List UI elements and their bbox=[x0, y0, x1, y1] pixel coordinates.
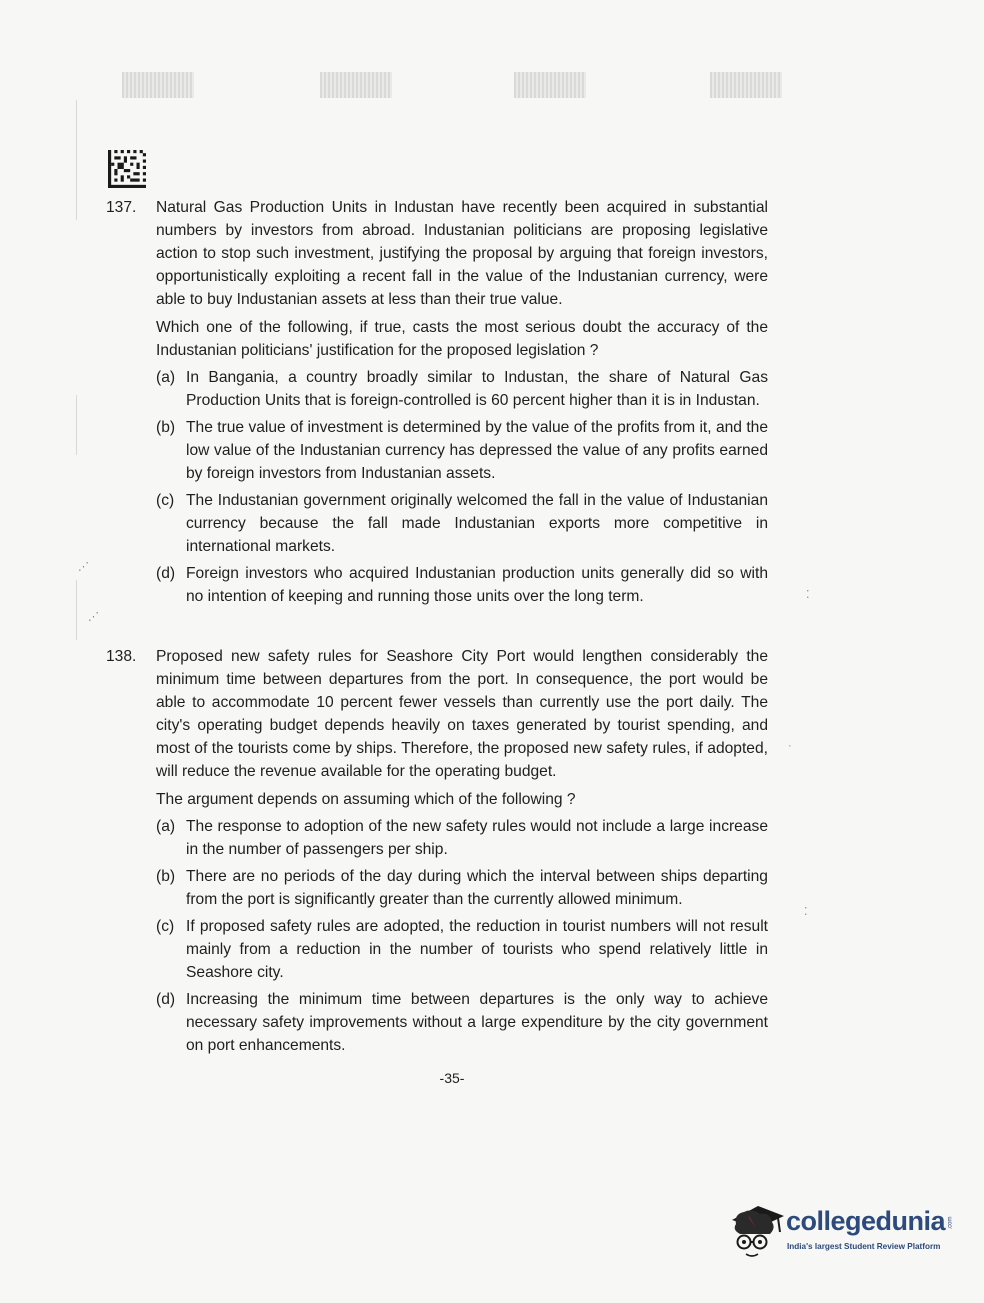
answer-option-b bbox=[156, 416, 768, 485]
scan-speck: · bbox=[788, 740, 792, 752]
logo-domain: .com bbox=[947, 1216, 954, 1230]
option-text: The true value of investment is determined by the value of the profits from it, and the low value of the Industanian currency has depressed the value of any profits earned by foreign investors from Industanian assets. bbox=[186, 419, 768, 482]
scan-speck: ⁚ bbox=[806, 589, 810, 601]
question-stem: Proposed new safety rules for Seashore City Port would lengthen considerably the minimum time between departures from the port. In consequence, the port would be able to accommodate 10 percent fewer vessels than currently use the port daily. The city's operating budget depends heavily on taxes generated by tourist spending, and most of the tourists come by ships. Therefore, the proposed new safety rules, if adopted, will reduce the revenue available for the operating budget. bbox=[156, 648, 768, 780]
qr-code bbox=[108, 150, 146, 188]
question-number: 137. bbox=[106, 199, 137, 216]
logo-wordmark: collegedunia bbox=[786, 1206, 946, 1236]
question-137 bbox=[106, 196, 768, 612]
option-text: Increasing the minimum time between departures is the only way to achieve necessary safety improvements without a large expenditure by the city government on port enhancements. bbox=[186, 991, 768, 1054]
option-letter: (d) bbox=[156, 565, 176, 582]
question-138 bbox=[106, 645, 768, 1061]
question-stem: Natural Gas Production Units in Industan have recently been acquired in substantial numbers by investors from abroad. Industanian politicians are proposing legislative action to stop such investment, justifying the proposal by arguing that foreign investors, opportunistically exploiting a recent fall in the value of the Industanian currency, were able to buy Industanian assets at less than their true value. bbox=[156, 199, 768, 308]
option-text: If proposed safety rules are adopted, the reduction in tourist numbers will not result mainly from a reduction in the number of tourists who spend relatively little in Seashore city. bbox=[186, 918, 768, 981]
option-letter: (b) bbox=[156, 868, 176, 885]
answer-option-d bbox=[156, 562, 768, 608]
scan-artifact bbox=[320, 72, 392, 98]
option-letter: (b) bbox=[156, 419, 176, 436]
question-prompt: The argument depends on assuming which of the following ? bbox=[156, 791, 576, 808]
collegedunia-logo bbox=[726, 1198, 956, 1262]
option-text: Foreign investors who acquired Industanian production units generally did so with no intention of keeping and running those units over the long term. bbox=[186, 565, 768, 605]
logo-tagline: India's largest Student Review Platform bbox=[787, 1242, 941, 1251]
mascot-icon bbox=[726, 1198, 786, 1262]
question-prompt: Which one of the following, if true, casts the most serious doubt the accuracy of the Industanian politicians' justification for the proposed legislation ? bbox=[156, 319, 768, 359]
scan-artifact bbox=[122, 72, 194, 98]
option-text: There are no periods of the day during which the interval between ships departing from the port is significantly greater than the currently allowed minimum. bbox=[186, 868, 768, 908]
option-letter: (a) bbox=[156, 818, 176, 835]
answer-option-c bbox=[156, 915, 768, 984]
scan-artifact bbox=[710, 72, 782, 98]
option-letter: (a) bbox=[156, 369, 176, 386]
answer-option-d bbox=[156, 988, 768, 1057]
option-letter: (c) bbox=[156, 918, 175, 935]
option-letter: (c) bbox=[156, 492, 175, 509]
option-text: The Industanian government originally welcomed the fall in the value of Industanian currency because the fall made Industanian exports more competitive in international markets. bbox=[186, 492, 768, 555]
answer-option-b bbox=[156, 865, 768, 911]
answer-option-a bbox=[156, 815, 768, 861]
option-text: The response to adoption of the new safety rules would not include a large increase in the number of passengers per ship. bbox=[186, 818, 768, 858]
question-number: 138. bbox=[106, 648, 137, 665]
question-body bbox=[156, 645, 768, 1057]
scan-speck: ⋰ bbox=[78, 561, 89, 573]
scan-edge bbox=[76, 100, 77, 220]
scan-edge bbox=[76, 580, 77, 640]
answer-option-a bbox=[156, 366, 768, 412]
page-number: -35- bbox=[439, 1070, 465, 1086]
scan-edge bbox=[76, 395, 77, 455]
option-text: In Bangania, a country broadly similar to Industan, the share of Natural Gas Production Units that is foreign-controlled is 60 percent higher than it is in Industan. bbox=[186, 369, 768, 409]
scan-artifact bbox=[514, 72, 586, 98]
option-letter: (d) bbox=[156, 991, 176, 1008]
scan-speck: ⋰ bbox=[88, 611, 99, 623]
scan-speck: ⁚ bbox=[804, 906, 808, 918]
answer-option-c bbox=[156, 489, 768, 558]
question-body bbox=[156, 196, 768, 608]
